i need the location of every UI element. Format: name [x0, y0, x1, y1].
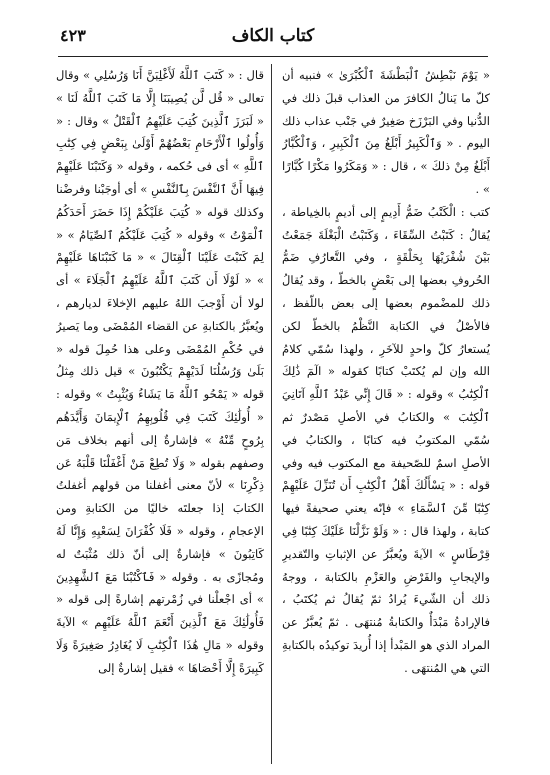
- header-rule: [58, 56, 488, 57]
- running-title: كتاب الكاف: [231, 26, 315, 46]
- page-number: ٤٢٣: [60, 26, 86, 45]
- page-header: [58, 26, 488, 52]
- left-column: [56, 64, 264, 764]
- column-divider: [271, 64, 272, 764]
- paragraph: كتب : الْكَتْبُ ضَمُّ أَدِيمٍ إلى أديمٍ بالخِياطة ، يُقالُ : كَتَبْتُ السِّقَاءَ ، وَكَتَبْتُ الْبَغْلَةَ جَمَعْتُ بَيْنَ شُفْرَيْهَا بِحَلْقَةٍ ، وفي التَّعارُفِ ضَمُّ الحُروفِ بعضها إلى بَعْضٍ بالخطّ ، وقد يُقالُ ذلك للمضْموم بعضها إلى بعض باللّفظ ، فالأصْلُ في الكتابة النَّظْمُ بالخطّ لكن يُستعارُ كلّ واحدٍ للآخَرِ ، ولهذا سُمّي كلامُ الله وإن لم يُكتَبْ كتابًا كقوله « الٓمٓ ذَٰلِكَ ٱلْكِتَٰبُ » وقوله : « قَالَ إِنِّي عَبْدُ ٱللَّهِ آتَانِيَ ٱلْكِتَٰبَ » والكتابُ في الأصلِ مَصْدرٌ ثم سُمّي المكتوبُ فيه كتابًا ، والكتابُ في الأصلِ اسمٌ للصّحيفة مع المكتوب فيه وفي قوله : « يَسْأَلُكَ أَهْلُ ٱلْكِتَٰبِ أَن تُنَزِّلَ عَلَيْهِمْ كِتَٰبًا مِّنَ ٱلسَّمَاءِ » فإنّه يعني صحيفةً فيها كتابة ، ولهذا قال : « وَلَوْ نَزَّلْنَا عَلَيْكَ كِتَٰبًا فِي قِرْطَاسٍ » الآيةَ ويُعبَّرُ عن الإثباتِ والتّقديرِ والإيجابِ والفَرْضِ والعَزْمِ بالكتابة ، ووجهُ ذلك أن الشّيءَ يُرادُ ثمّ يُقالُ ثم يُكتَبُ ، فالإرادةُ مَبْدَأٌ والكتابةُ مُنتهَى . ثمّ يُعبَّرُ عن المراد الذي هو المَبْدأ إذا أُريدَ توكيدُه بالكتابةِ التي هي المُنتهَى .: [282, 204, 490, 675]
- paragraph: قال : « كَتَبَ ٱللَّهُ لَأَغْلِبَنَّ أَنَا وَرُسُلِي » وقال تعالى « قُل لَّن يُصِيبَنَا إِلَّا مَا كَتَبَ ٱللَّهُ لَنَا » « لَبَرَزَ ٱلَّذِينَ كُتِبَ عَلَيْهِمُ ٱلْقَتْلُ » وقال : « وَأُولُوا ٱلْأَرْحَامِ بَعْضُهُمْ أَوْلَىٰ بِبَعْضٍ فِي كِتَٰبِ ٱللَّهِ » أى فى حُكمه ، وقوله « وَكَتَبْنَا عَلَيْهِمْ فِيهَا أَنَّ ٱلنَّفْسَ بِٱلنَّفْسِ » أى أوجَبْنا وفرضْنا وكذلك قوله « كُتِبَ عَلَيْكُمْ إِذَا حَضَرَ أَحَدَكُمُ ٱلْمَوْتُ » وقوله « كُتِبَ عَلَيْكُمُ ٱلصِّيَامُ » « لِمَ كَتَبْتَ عَلَيْنَا ٱلْقِتَالَ » « مَا كَتَبْنَاهَا عَلَيْهِمْ » « لَوْلَا أَن كَتَبَ ٱللَّهُ عَلَيْهِمُ ٱلْجَلَاءَ » أى لولا أن أَوْجبَ اللهُ عليهم الإخلاءَ لديارهم ، ويُعبَّرُ بالكتابةِ عن القضاء المُمْضَى وما يَصيرُ في حُكْمِ المُمْضَى وعلى هذا حُمِلَ قوله « بَلَىٰ وَرُسُلُنَا لَدَيْهِمْ يَكْتُبُونَ » قيل ذلك مِثلُ قوله « يَمْحُو ٱللَّهُ مَا يَشَاءُ وَيُثْبِتُ » وقوله : « أُولَٰئِكَ كَتَبَ فِي قُلُوبِهِمُ ٱلْإِيمَانَ وَأَيَّدَهُم بِرُوحٍ مِّنْهُ » فإشارةٌ إلى أنهم بخلاف مَن وصفهم بقوله « وَلَا تُطِعْ مَنْ أَغْفَلْنَا قَلْبَهُ عَن ذِكْرِنَا » لأنّ معنى أغفلنا من قولهم أغفلتُ الكتابَ إذا جعلتَه خاليًا من الكتابةِ ومن الإعجامِ ، وقوله « فَلَا كُفْرَانَ لِسَعْيِهِ وَإِنَّا لَهُ كَاتِبُونَ » فإشارةٌ إلى أنّ ذلك مُثْبَتٌ له ومُجازًى به . وقوله « فَٱكْتُبْنَا مَعَ ٱلشَّٰهِدِينَ » أى اجْعلْنا في زُمْرتهم إشارةً إلى قوله « فَأُولَٰئِكَ مَعَ ٱلَّذِينَ أَنْعَمَ ٱللَّهُ عَلَيْهِم » الآيةَ وقوله « مَالِ هَٰذَا ٱلْكِتَٰبِ لَا يُغَادِرُ صَغِيرَةً وَلَا كَبِيرَةً إِلَّا أَحْصَاهَا » فقيل إشارةٌ إلى: [56, 68, 264, 675]
- paragraph: « يَوْمَ نَبْطِشُ ٱلْبَطْشَةَ ٱلْكُبْرَىٰ » فنبيه أن كلّ ما يَنالُ الكافرَ من العذاب قبلَ ذلك في الدُّنيا وفي البَرْزَخ صَغِيرٌ في جَنْب عذاب ذلك اليوم . « وَٱلْكَبِيرُ أَبْلَغُ مِنَ ٱلْكَبِيرِ ، وَٱلْكُبَّارُ أَبْلَغُ مِنْ ذلكَ » ، قال : « وَمَكَرُوا مَكْرًا كُبَّارًا » .: [282, 68, 490, 196]
- right-column: [282, 64, 490, 764]
